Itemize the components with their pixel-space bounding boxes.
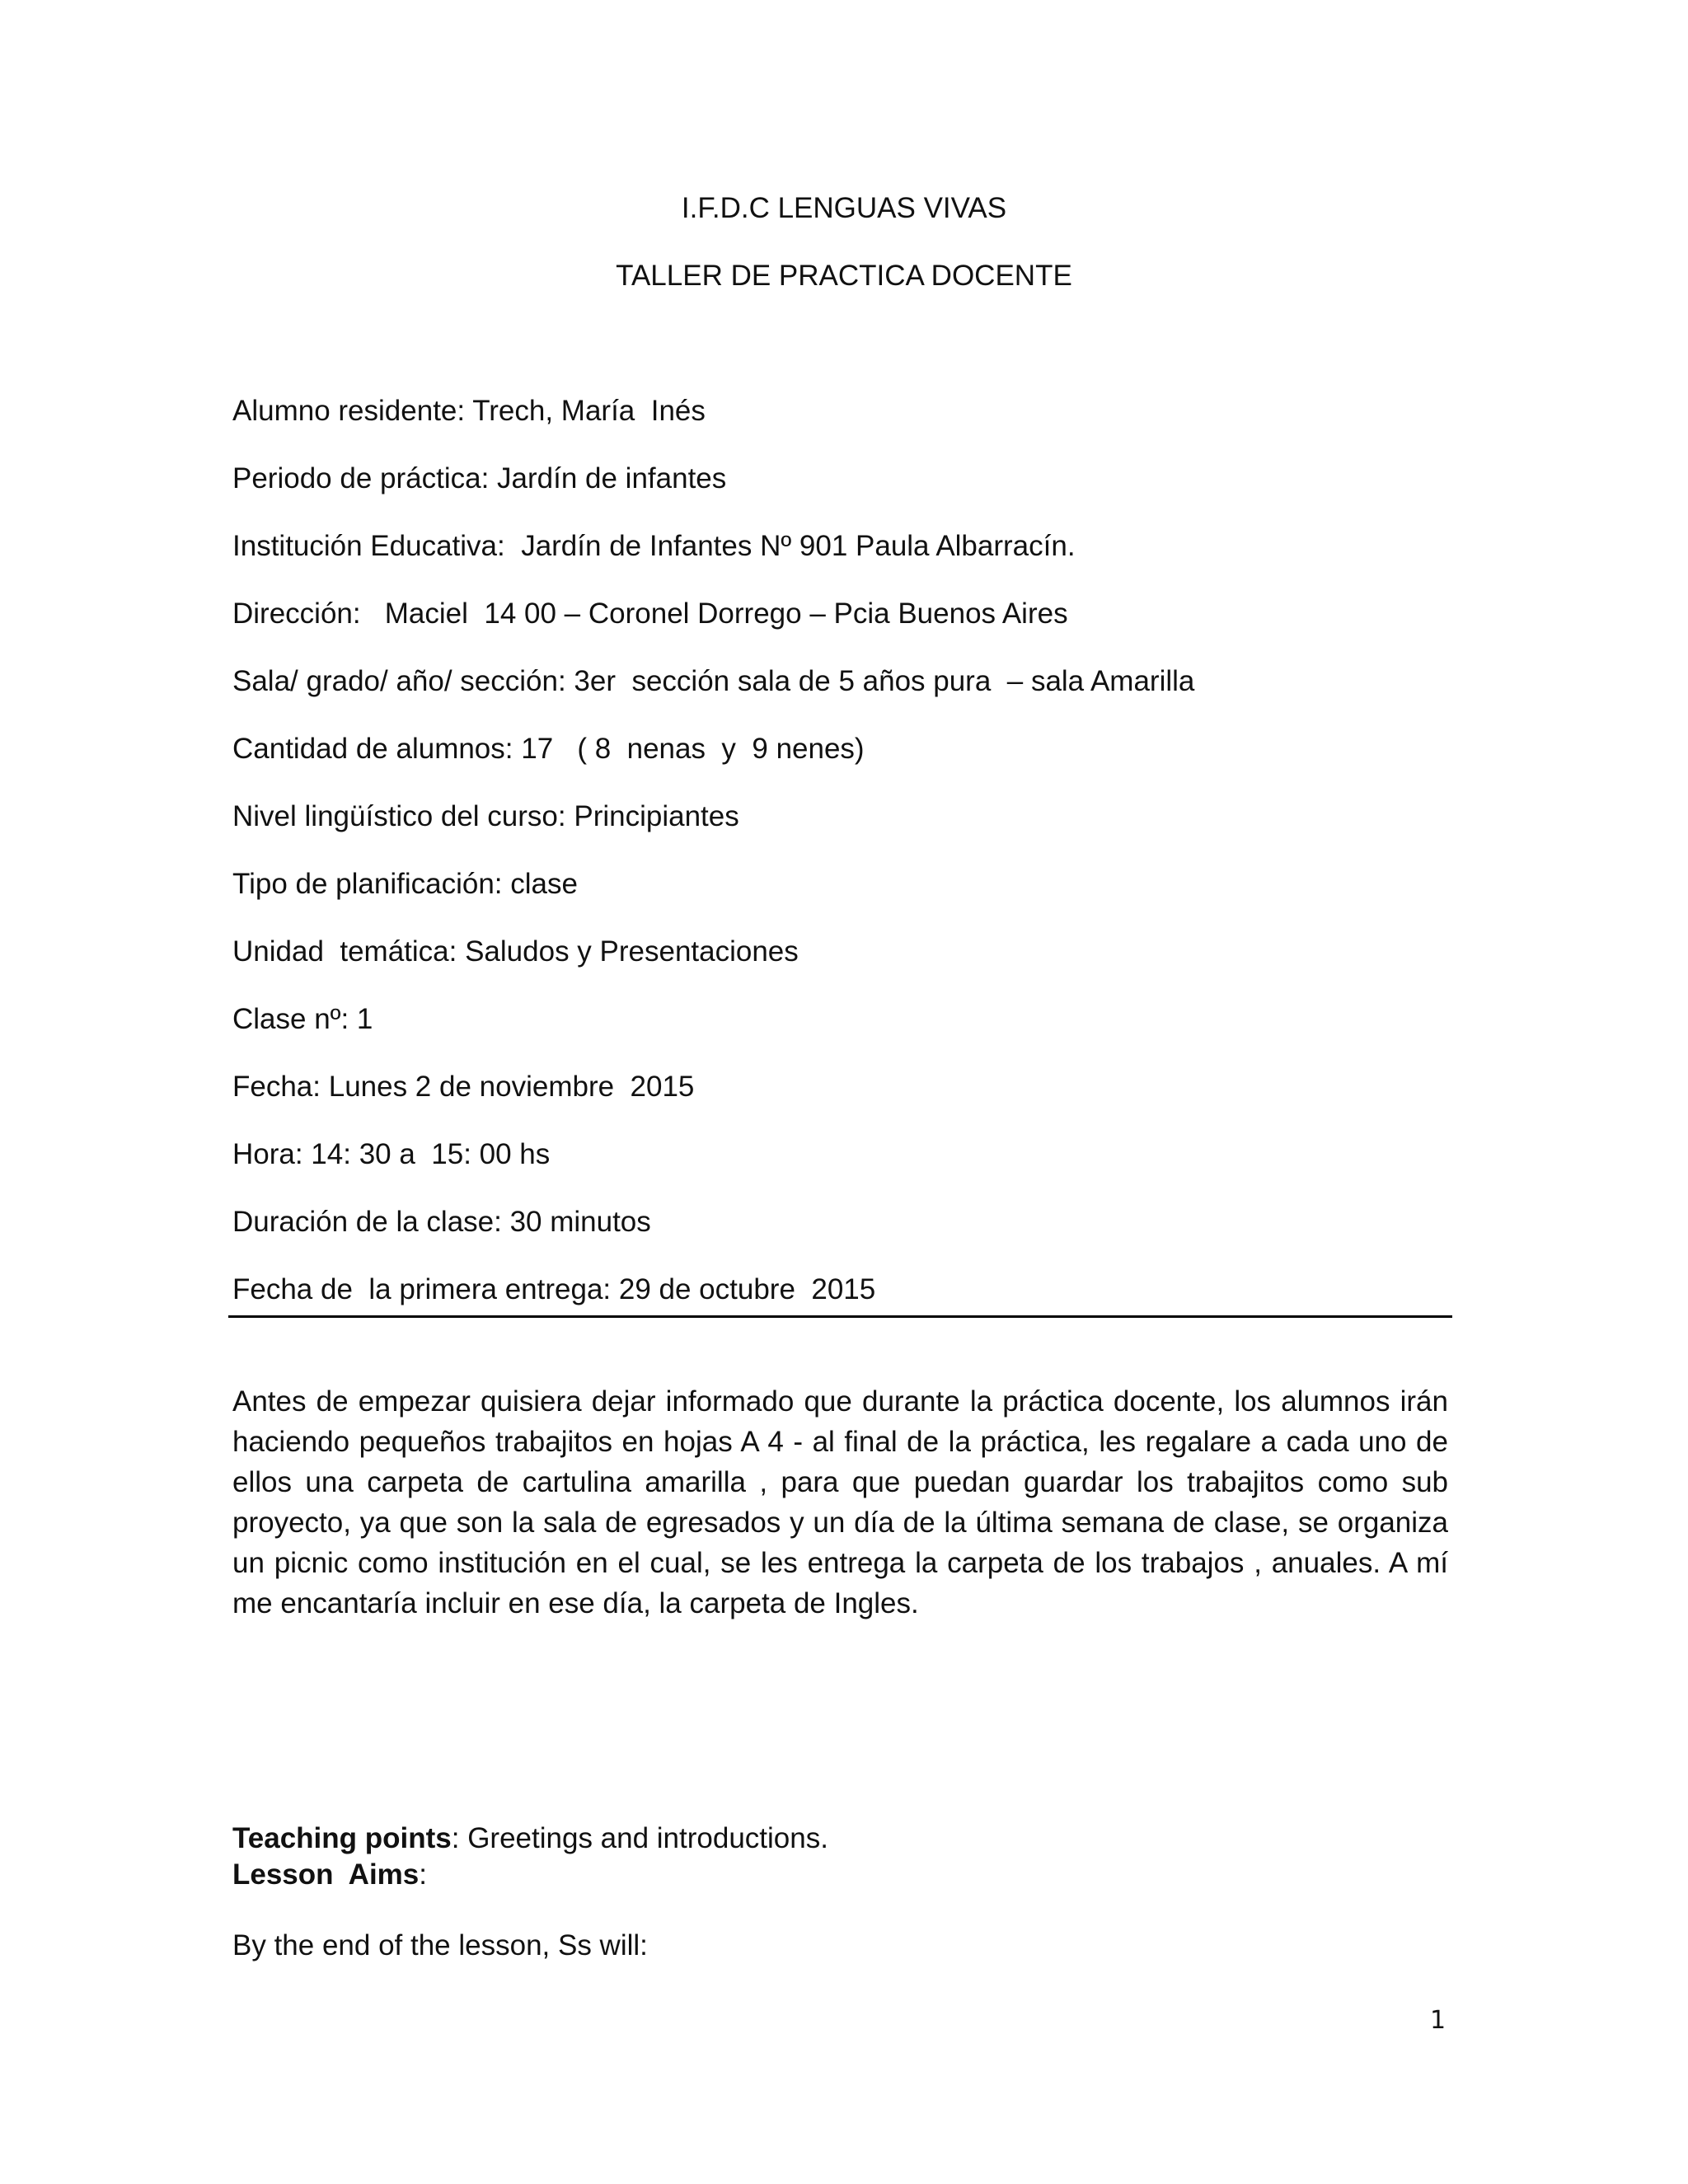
field-alumno-residente: Alumno residente: Trech, María Inés: [232, 395, 706, 427]
field-direccion: Dirección: Maciel 14 00 – Coronel Dorrego – Pcia Buenos Aires: [232, 598, 1068, 630]
horizontal-divider: [228, 1315, 1452, 1318]
lesson-aims-label: Lesson Aims: [232, 1858, 420, 1891]
field-hora: Hora: 14: 30 a 15: 00 hs: [232, 1138, 551, 1170]
field-primera-entrega: Fecha de la primera entrega: 29 de octubre 2015: [232, 1273, 876, 1305]
teaching-points-text: : Greetings and introductions.: [451, 1822, 828, 1854]
field-institucion: Institución Educativa: Jardín de Infantes Nº 901 Paula Albarracín.: [232, 530, 1076, 562]
institution-title: I.F.D.C LENGUAS VIVAS: [681, 192, 1007, 224]
teaching-points-label: Teaching points: [232, 1822, 452, 1854]
field-nivel-linguistico: Nivel lingüístico del curso: Principiantes: [232, 800, 739, 832]
field-tipo-planificacion: Tipo de planificación: clase: [232, 868, 578, 900]
field-sala-grado: Sala/ grado/ año/ sección: 3er sección sala de 5 años pura – sala Amarilla: [232, 665, 1195, 697]
field-unidad-tematica: Unidad temática: Saludos y Presentaciones: [232, 935, 799, 968]
info-fields: [232, 394, 1452, 1340]
field-cantidad-alumnos: Cantidad de alumnos: 17 ( 8 nenas y 9 nenes): [232, 733, 865, 765]
field-duracion: Duración de la clase: 30 minutos: [232, 1206, 651, 1238]
field-periodo-practica: Periodo de práctica: Jardín de infantes: [232, 462, 727, 494]
field-clase-numero: Clase nº: 1: [232, 1003, 373, 1035]
teaching-points-line: [232, 1821, 828, 1856]
field-fecha: Fecha: Lunes 2 de noviembre 2015: [232, 1071, 695, 1103]
workshop-title: TALLER DE PRACTICA DOCENTE: [616, 260, 1072, 292]
lesson-aims-colon: :: [419, 1858, 428, 1891]
lesson-aims-line: [232, 1858, 427, 1892]
page-number: 1: [1430, 2006, 1447, 2035]
by-the-end-line: By the end of the lesson, Ss will:: [232, 1929, 648, 1961]
intro-paragraph: Antes de empezar quisiera dejar informado que durante la práctica docente, los alumnos irán haciendo pequeños trabajitos en hojas A 4 - al final de la práctica, les regalare a cada uno de ellos una carpeta de cartulina amarilla , para que puedan guardar los trabajitos como sub proyecto, ya que son la sala de egresados y un día de la última semana de clase, se organiza un picnic como institución en el cual, se les entrega la carpeta de los trabajos , anuales. A mí me encantaría incluir en ese día, la carpeta de Ingles.: [232, 1385, 1448, 1619]
